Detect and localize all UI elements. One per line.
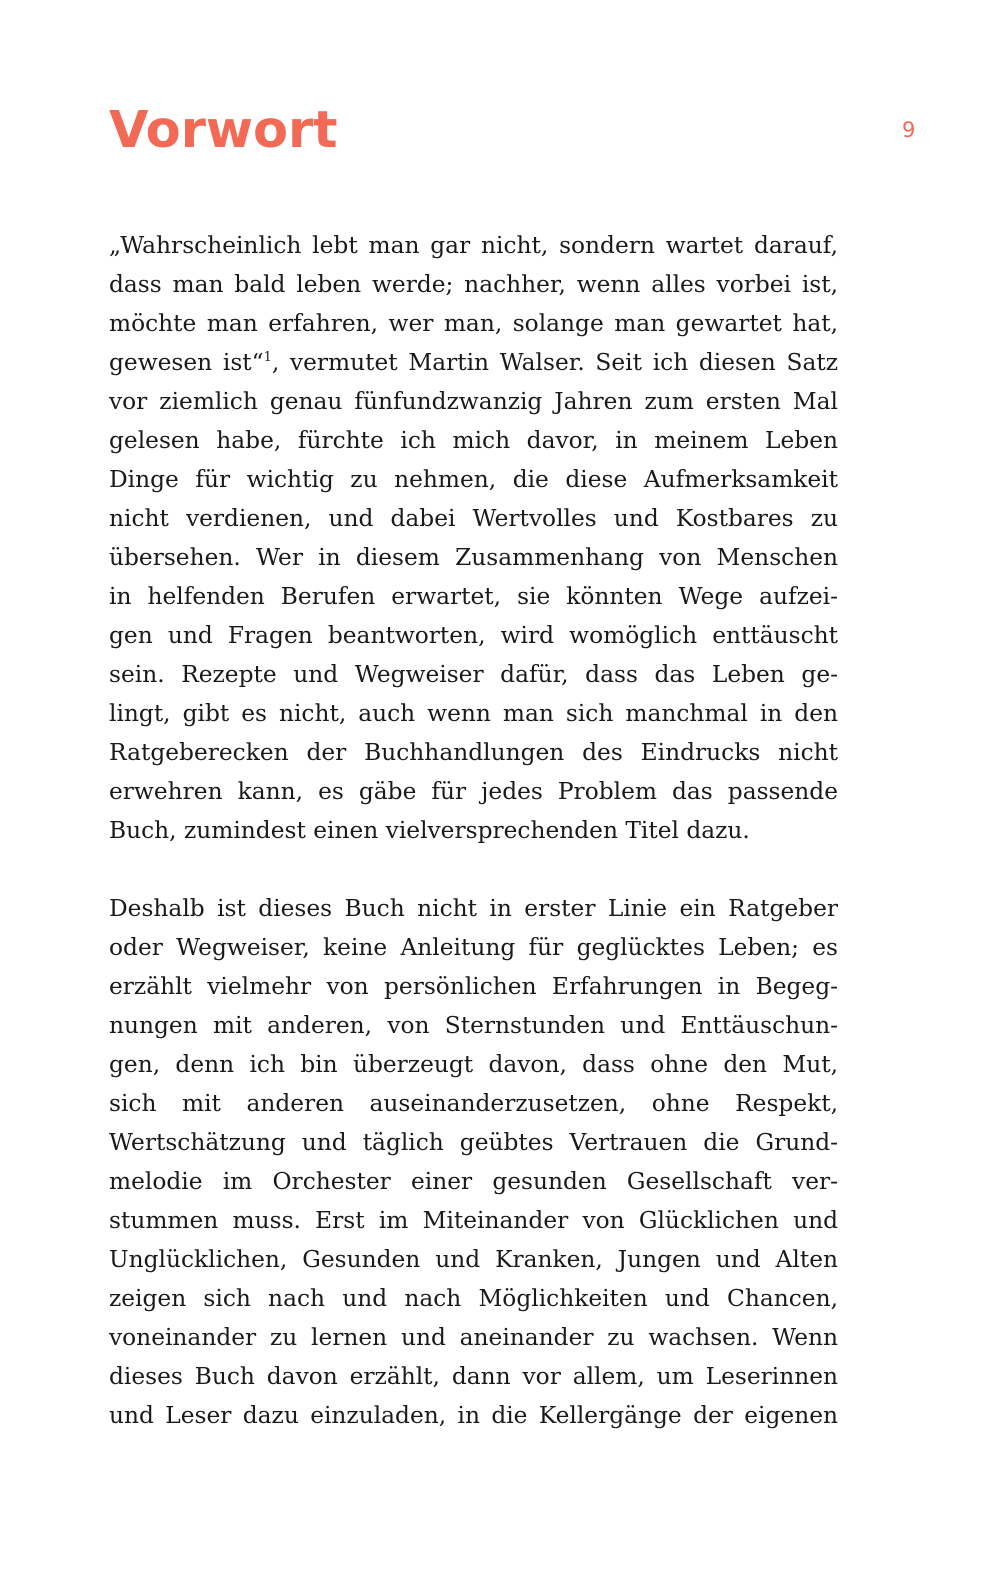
text-line: Wertschätzung und täglich geübtes Vertrauen die Grund- xyxy=(109,1129,838,1156)
text-line: nicht verdienen, und dabei Wertvolles und Kostbares zu xyxy=(109,505,838,532)
paragraph-1 xyxy=(109,226,838,850)
text-line: Ratgeberecken der Buchhandlungen des Eindrucks nicht xyxy=(109,739,838,766)
text-line: übersehen. Wer in diesem Zusammenhang von Menschen xyxy=(109,544,838,571)
text-line: und Leser dazu einzuladen, in die Kellergänge der eigenen xyxy=(109,1402,838,1429)
text-line: gelesen habe, fürchte ich mich davor, in meinem Leben xyxy=(109,427,838,454)
text-line: sein. Rezepte und Wegweiser dafür, dass das Leben ge- xyxy=(109,661,838,688)
text-line: sich mit anderen auseinanderzusetzen, ohne Respekt, xyxy=(109,1090,838,1117)
text-line: Deshalb ist dieses Buch nicht in erster Linie ein Ratgeber xyxy=(109,895,838,922)
chapter-title: Vorwort xyxy=(109,101,338,160)
text-line: dass man bald leben werde; nachher, wenn alles vorbei ist, xyxy=(109,271,838,298)
text-line: gen und Fragen beantworten, wird womöglich enttäuscht xyxy=(109,622,838,649)
body-text xyxy=(109,226,838,1435)
text-line: lingt, gibt es nicht, auch wenn man sich manchmal in den xyxy=(109,700,838,727)
paragraph-2 xyxy=(109,889,838,1435)
text-segment: , vermutet Martin Walser. Seit ich diesen Satz xyxy=(271,349,838,376)
text-line: zeigen sich nach und nach Möglichkeiten und Chancen, xyxy=(109,1285,838,1312)
page-number: 9 xyxy=(902,118,916,142)
text-line: oder Wegweiser, keine Anleitung für geglücktes Leben; es xyxy=(109,934,838,961)
text-line: Unglücklichen, Gesunden und Kranken, Jungen und Alten xyxy=(109,1246,838,1273)
text-segment: gewesen ist“ xyxy=(109,349,264,376)
text-line: Buch, zumindest einen vielversprechenden Titel dazu. xyxy=(109,817,750,844)
text-line-with-footnote xyxy=(109,343,838,382)
text-line: möchte man erfahren, wer man, solange man gewartet hat, xyxy=(109,310,838,337)
text-line: erzählt vielmehr von persönlichen Erfahrungen in Begeg- xyxy=(109,973,838,1000)
text-line: gen, denn ich bin überzeugt davon, dass ohne den Mut, xyxy=(109,1051,838,1078)
text-line: voneinander zu lernen und aneinander zu wachsen. Wenn xyxy=(109,1324,838,1351)
text-line: vor ziemlich genau fünfundzwanzig Jahren zum ersten Mal xyxy=(109,388,838,415)
text-line: dieses Buch davon erzählt, dann vor allem, um Leserinnen xyxy=(109,1363,838,1390)
text-line: erwehren kann, es gäbe für jedes Problem das passende xyxy=(109,778,838,805)
text-line: „Wahrscheinlich lebt man gar nicht, sondern wartet darauf, xyxy=(109,232,838,259)
footnote-marker: 1 xyxy=(263,350,272,365)
text-line: Dinge für wichtig zu nehmen, die diese Aufmerksamkeit xyxy=(109,466,838,493)
text-line: stummen muss. Erst im Miteinander von Glücklichen und xyxy=(109,1207,838,1234)
text-line: in helfenden Berufen erwartet, sie könnten Wege aufzei- xyxy=(109,583,838,610)
text-line: nungen mit anderen, von Sternstunden und Enttäuschun- xyxy=(109,1012,838,1039)
text-line: melodie im Orchester einer gesunden Gesellschaft ver- xyxy=(109,1168,838,1195)
